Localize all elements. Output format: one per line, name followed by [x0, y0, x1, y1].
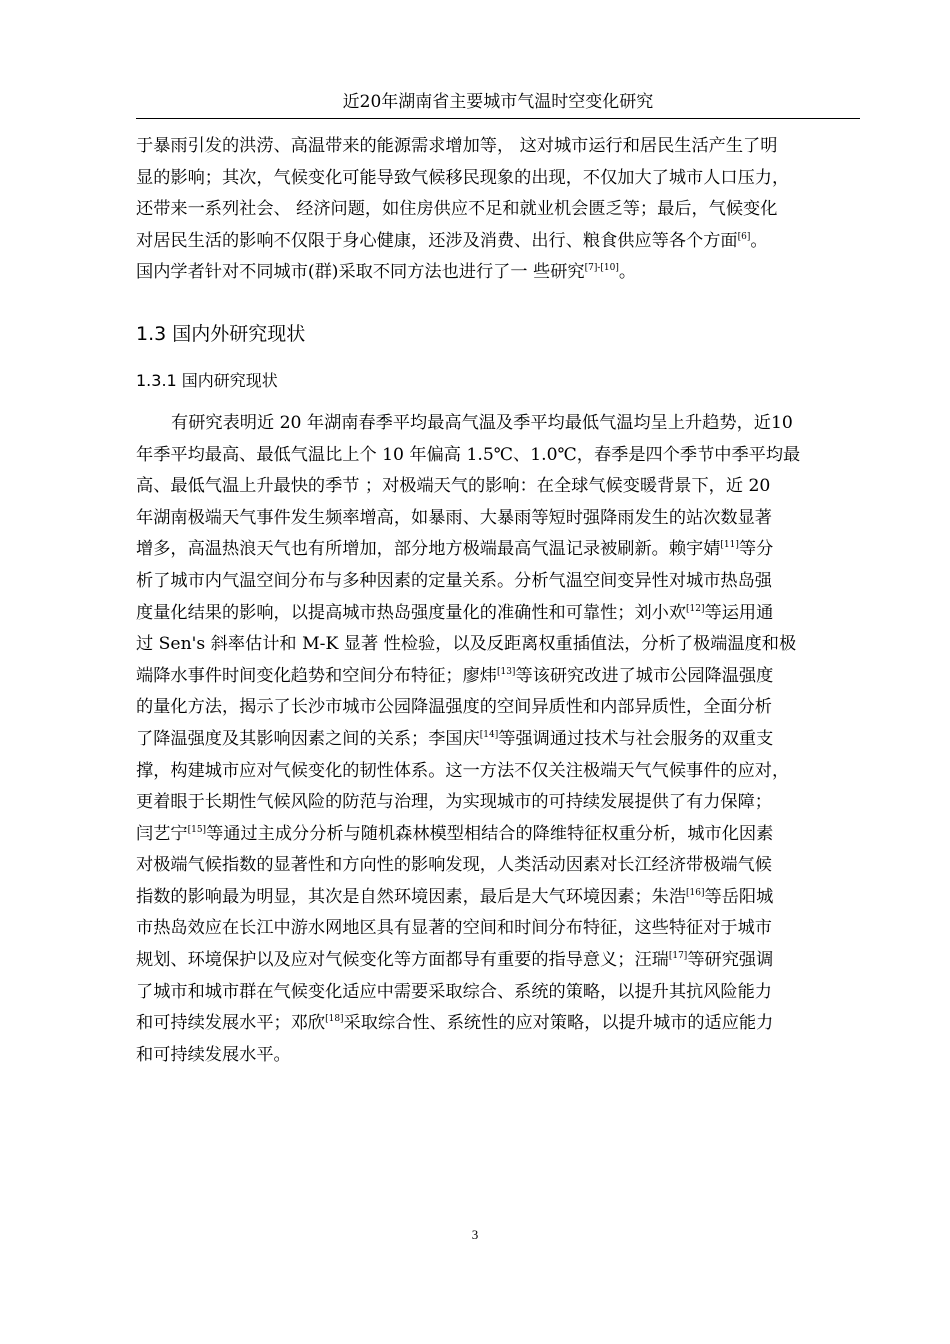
line-text: 采取综合性、系统性的应对策略，以提升城市的适应能力: [343, 1013, 774, 1034]
line-text: 度量化结果的影响，以提高城市热岛强度量化的准确性和可靠性；刘小欢: [136, 602, 687, 623]
line-text: 。: [618, 262, 637, 283]
text-line: 年季平均最高、最低气温比上个 10 年偏高 1.5℃、1.0℃，春季是四个季节中季平均最: [136, 444, 801, 465]
text-line: 撑，构建城市应对气候变化的韧性体系。这一方法不仅关注极端天气气候事件的应对，: [136, 760, 790, 781]
page-content: [136, 131, 860, 1071]
citation-ref: [16]: [686, 887, 705, 898]
text-line: 市热岛效应在长江中游水网地区具有显著的空间和时间分布特征，这些特征对于城市: [136, 918, 772, 939]
line-text: 等分: [738, 539, 774, 560]
line-text: 国内学者针对不同城市(群)采取不同方法也进行了一 些研究: [136, 262, 585, 283]
line-text: 规划、环境保护以及应对气候变化等方面都导有重要的指导意义；汪瑞: [136, 950, 669, 971]
text-line: 有研究表明近 20 年湖南春季平均最高气温及季平均最低气温均呈上升趋势，近10: [171, 412, 793, 433]
text-line: 过 Sen's 斜率估计和 M-K 显著 性检验，以及反距离权重插值法，分析了极端温度和极: [136, 634, 797, 655]
line-text: 等岳阳城: [704, 886, 774, 907]
line-text: 等研究强调: [687, 950, 774, 971]
citation-ref: [7]-[10]: [584, 263, 619, 274]
citation-ref: [15]: [187, 824, 207, 835]
text-line: [136, 819, 860, 851]
header-divider: [136, 118, 860, 119]
line-text: 指数的影响最为明显，其次是自然环境因素，最后是大气环境因素；朱浩: [136, 886, 687, 907]
line-text: 对居民生活的影响不仅限于身心健康，还涉及消费、出行、粮食供应等各个方面: [136, 230, 738, 251]
citation-ref: [12]: [686, 603, 705, 614]
text-line: [136, 882, 860, 914]
citation-ref: [11]: [720, 540, 739, 551]
text-line: 还带来一系列社会、 经济问题，如住房供应不足和就业机会匮乏等；最后，气候变化: [136, 199, 778, 220]
citation-ref: [13]: [496, 666, 516, 677]
text-line: 年湖南极端天气事件发生频率增高，如暴雨、大暴雨等短时强降雨发生的站次数显著: [136, 507, 772, 528]
text-line: 了城市和城市群在气候变化适应中需要采取综合、系统的策略，以提升其抗风险能力: [136, 981, 772, 1002]
citation-ref: [6]: [737, 231, 751, 242]
text-line: [136, 226, 860, 258]
text-line: [136, 1008, 860, 1040]
text-line: 和可持续发展水平。: [136, 1044, 291, 1065]
text-line: [136, 257, 860, 289]
line-text: 等通过主成分分析与随机森林模型相结合的降维特征权重分析，城市化因素: [206, 823, 774, 844]
citation-ref: [14]: [479, 729, 499, 740]
text-line: [136, 661, 860, 693]
text-line: 析了城市内气温空间分布与多种因素的定量关系。分析气温空间变异性对城市热岛强: [136, 570, 772, 591]
text-line: 对极端气候指数的显著性和方向性的影响发现，人类活动因素对长江经济带极端气候: [136, 855, 772, 876]
running-header: 近20年湖南省主要城市气温时空变化研究: [342, 92, 654, 112]
section-heading: 1.3 国内外研究现状: [136, 322, 306, 345]
subsection-heading: 1.3.1 国内研究现状: [136, 370, 278, 390]
text-line: 更着眼于长期性气候风险的防范与治理，为实现城市的可持续发展提供了有力保障；: [136, 792, 772, 813]
line-text: 和可持续发展水平；邓欣: [136, 1013, 326, 1034]
line-text: 等强调通过技术与社会服务的双重支: [498, 728, 774, 749]
text-line: 的量化方法，揭示了长沙市城市公园降温强度的空间异质性和内部异质性，全面分析: [136, 697, 772, 718]
line-text: 增多，高温热浪天气也有所增加，部分地方极端最高气温记录被刷新。赖宇婧: [136, 539, 721, 560]
line-text: 了降温强度及其影响因素之间的关系；李国庆: [136, 728, 480, 749]
text-line: [136, 598, 860, 630]
text-line: [136, 724, 860, 756]
line-text: 闫艺宁: [136, 823, 188, 844]
line-text: 等该研究改进了城市公园降温强度: [515, 665, 774, 686]
text-line: [136, 534, 860, 566]
line-text: 端降水事件时间变化趋势和空间分布特征；廖炜: [136, 665, 497, 686]
citation-ref: [18]: [325, 1014, 344, 1025]
intro-paragraph: [136, 131, 860, 289]
text-line: [136, 945, 860, 977]
line-text: 。: [750, 230, 768, 251]
text-line: 于暴雨引发的洪涝、高温带来的能源需求增加等， 这对城市运行和居民生活产生了明: [136, 136, 778, 156]
body-paragraph: [136, 408, 860, 1071]
text-line: 显的影响；其次，气候变化可能导致气候移民现象的出现，不仅加大了城市人口压力，: [136, 167, 790, 188]
text-line: 高、最低气温上升最快的季节 ；对极端天气的影响：在全球气候变暖背景下，近 20: [136, 476, 771, 497]
line-text: 等运用通: [704, 602, 774, 623]
citation-ref: [17]: [668, 951, 688, 962]
page-number: 3: [471, 1227, 479, 1242]
